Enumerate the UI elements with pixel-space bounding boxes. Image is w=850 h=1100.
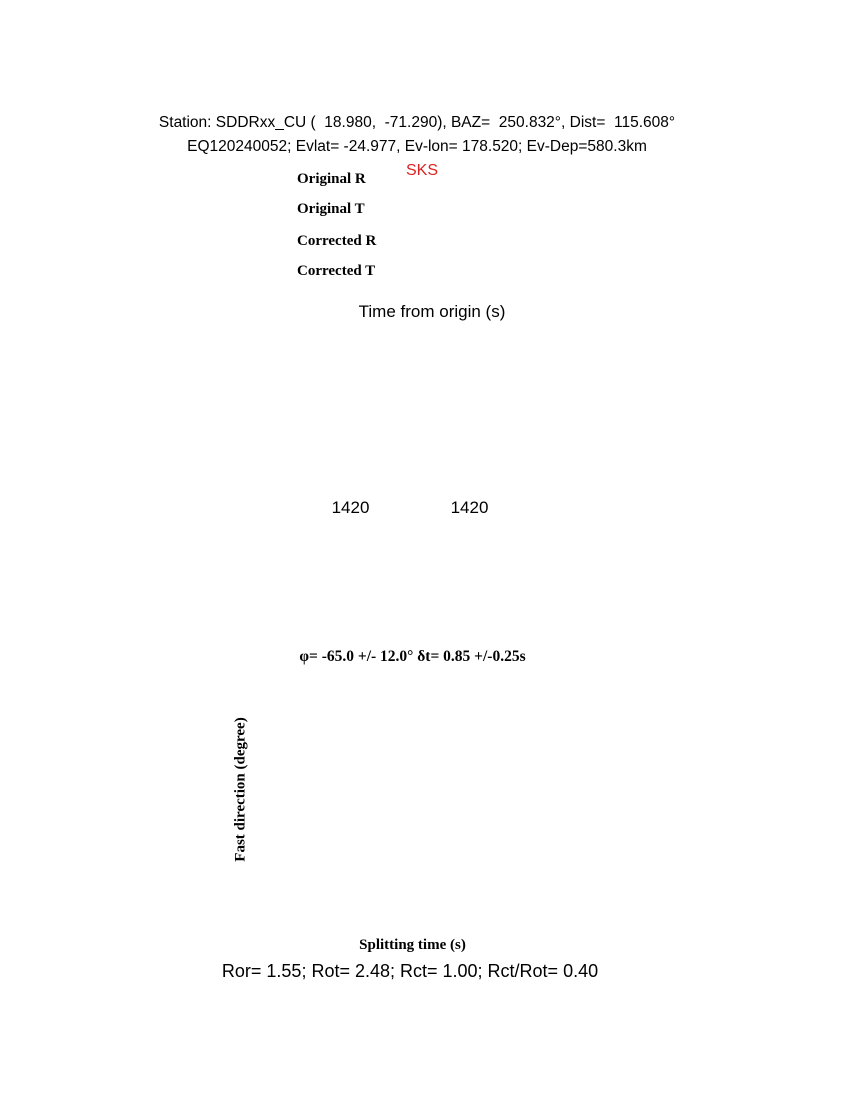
result-summary-line: Ror= 1.55; Rot= 2.48; Rct= 1.00; Rct/Rot= 0.40 <box>221 961 599 981</box>
trace-label-original-r: Original R <box>297 171 366 187</box>
station-header-line: Station: SDDRxx_CU ( 18.980, -71.290), BAZ= 250.832°, Dist= 115.608° <box>158 114 676 131</box>
error-surface-contour-map <box>302 681 519 901</box>
contour-y-axis-title: Fast direction (degree) <box>232 717 249 862</box>
left-window-time-label: 1420 <box>331 498 370 517</box>
right-window-time-label: 1420 <box>450 498 489 517</box>
trace-label-corrected-r: Corrected R <box>297 233 377 249</box>
trace-label-corrected-t: Corrected T <box>297 263 376 279</box>
contour-x-axis-title: Splitting time (s) <box>359 937 466 953</box>
time-axis-label: Time from origin (s) <box>358 302 506 321</box>
trace-label-original-t: Original T <box>297 201 365 217</box>
phase-label-sks: SKS <box>406 162 439 179</box>
event-header-line: EQ120240052; Evlat= -24.977, Ev-lon= 178.520; Ev-Dep=580.3km <box>187 138 647 155</box>
contour-title: φ= -65.0 +/- 12.0° δt= 0.85 +/-0.25s <box>299 648 526 665</box>
